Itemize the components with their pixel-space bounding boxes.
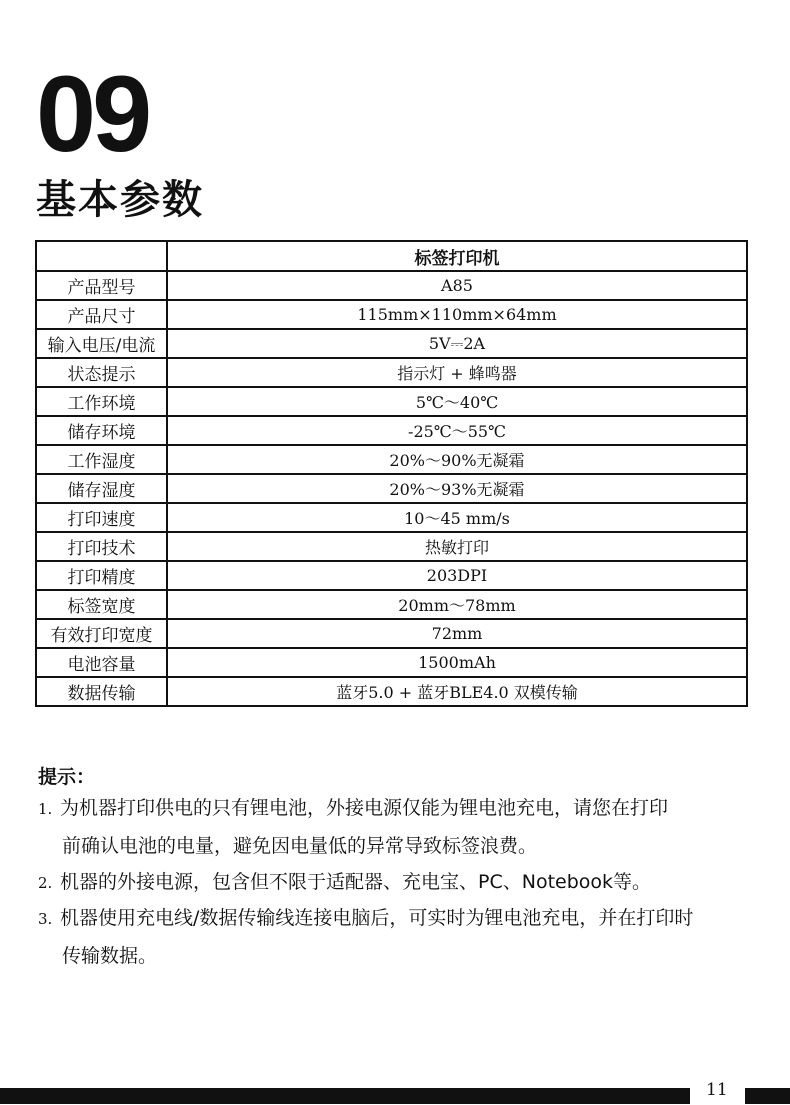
spec-value: 20mm～78mm bbox=[167, 590, 747, 619]
footer-bar bbox=[0, 1088, 690, 1104]
tip-number: 2. bbox=[38, 874, 53, 892]
spec-table bbox=[35, 240, 748, 707]
spec-label: 有效打印宽度 bbox=[36, 619, 167, 648]
spec-value: 热敏打印 bbox=[167, 532, 747, 561]
spec-label: 标签宽度 bbox=[36, 590, 167, 619]
table-row bbox=[36, 387, 747, 416]
table-row bbox=[36, 300, 747, 329]
table-row bbox=[36, 561, 747, 590]
spec-table-header-row bbox=[36, 241, 747, 271]
spec-value: -25℃～55℃ bbox=[167, 416, 747, 445]
table-row bbox=[36, 503, 747, 532]
tip-number: 1. bbox=[38, 800, 53, 818]
spec-value: 20%～93%无凝霜 bbox=[167, 474, 747, 503]
tip-text-continued: 前确认电池的电量，避免因电量低的异常导致标签浪费。 bbox=[62, 835, 538, 857]
table-row bbox=[36, 532, 747, 561]
table-row bbox=[36, 590, 747, 619]
tip-text-continued: 传输数据。 bbox=[62, 945, 158, 967]
spec-value: 20%～90%无凝霜 bbox=[167, 445, 747, 474]
spec-label: 打印精度 bbox=[36, 561, 167, 590]
spec-value: 72mm bbox=[167, 619, 747, 648]
page-number: 11 bbox=[706, 1080, 728, 1100]
tip-text: 机器的外接电源，包含但不限于适配器、充电宝、PC、Notebook等。 bbox=[60, 871, 652, 893]
spec-value: 203DPI bbox=[167, 561, 747, 590]
spec-table-header: 标签打印机 bbox=[167, 241, 747, 271]
tip-text: 机器使用充电线/数据传输线连接电脑后，可实时为锂电池充电，并在打印时 bbox=[60, 907, 694, 929]
tip-number: 3. bbox=[38, 910, 53, 928]
spec-value: 1500mAh bbox=[167, 648, 747, 677]
table-row bbox=[36, 474, 747, 503]
chapter-title: 基本参数 bbox=[36, 177, 204, 223]
spec-label: 数据传输 bbox=[36, 677, 167, 706]
spec-label: 工作环境 bbox=[36, 387, 167, 416]
table-row bbox=[36, 445, 747, 474]
spec-value: 5℃～40℃ bbox=[167, 387, 747, 416]
spec-label: 输入电压/电流 bbox=[36, 329, 167, 358]
spec-label: 储存湿度 bbox=[36, 474, 167, 503]
tip-item bbox=[38, 900, 758, 975]
tips-heading: 提示： bbox=[38, 766, 96, 788]
spec-table-corner bbox=[36, 241, 167, 271]
table-row bbox=[36, 619, 747, 648]
spec-label: 电池容量 bbox=[36, 648, 167, 677]
spec-label: 状态提示 bbox=[36, 358, 167, 387]
spec-label: 打印技术 bbox=[36, 532, 167, 561]
spec-value: 5V⎓2A bbox=[167, 329, 747, 358]
tip-item bbox=[38, 790, 758, 865]
tip-item bbox=[38, 864, 758, 902]
chapter-number: 09 bbox=[36, 53, 149, 174]
spec-value: 10～45 mm/s bbox=[167, 503, 747, 532]
table-row bbox=[36, 329, 747, 358]
footer-bar-end bbox=[745, 1088, 790, 1104]
table-row bbox=[36, 677, 747, 706]
spec-label: 产品型号 bbox=[36, 271, 167, 300]
tip-text: 为机器打印供电的只有锂电池，外接电源仅能为锂电池充电，请您在打印 bbox=[60, 797, 669, 819]
spec-label: 打印速度 bbox=[36, 503, 167, 532]
spec-value: 指示灯 + 蜂鸣器 bbox=[167, 358, 747, 387]
spec-label: 工作湿度 bbox=[36, 445, 167, 474]
spec-value: 115mm×110mm×64mm bbox=[167, 300, 747, 329]
table-row bbox=[36, 416, 747, 445]
spec-label: 储存环境 bbox=[36, 416, 167, 445]
table-row bbox=[36, 648, 747, 677]
spec-value: A85 bbox=[167, 271, 747, 300]
table-row bbox=[36, 271, 747, 300]
spec-label: 产品尺寸 bbox=[36, 300, 167, 329]
table-row bbox=[36, 358, 747, 387]
spec-value: 蓝牙5.0 + 蓝牙BLE4.0 双模传输 bbox=[167, 677, 747, 706]
